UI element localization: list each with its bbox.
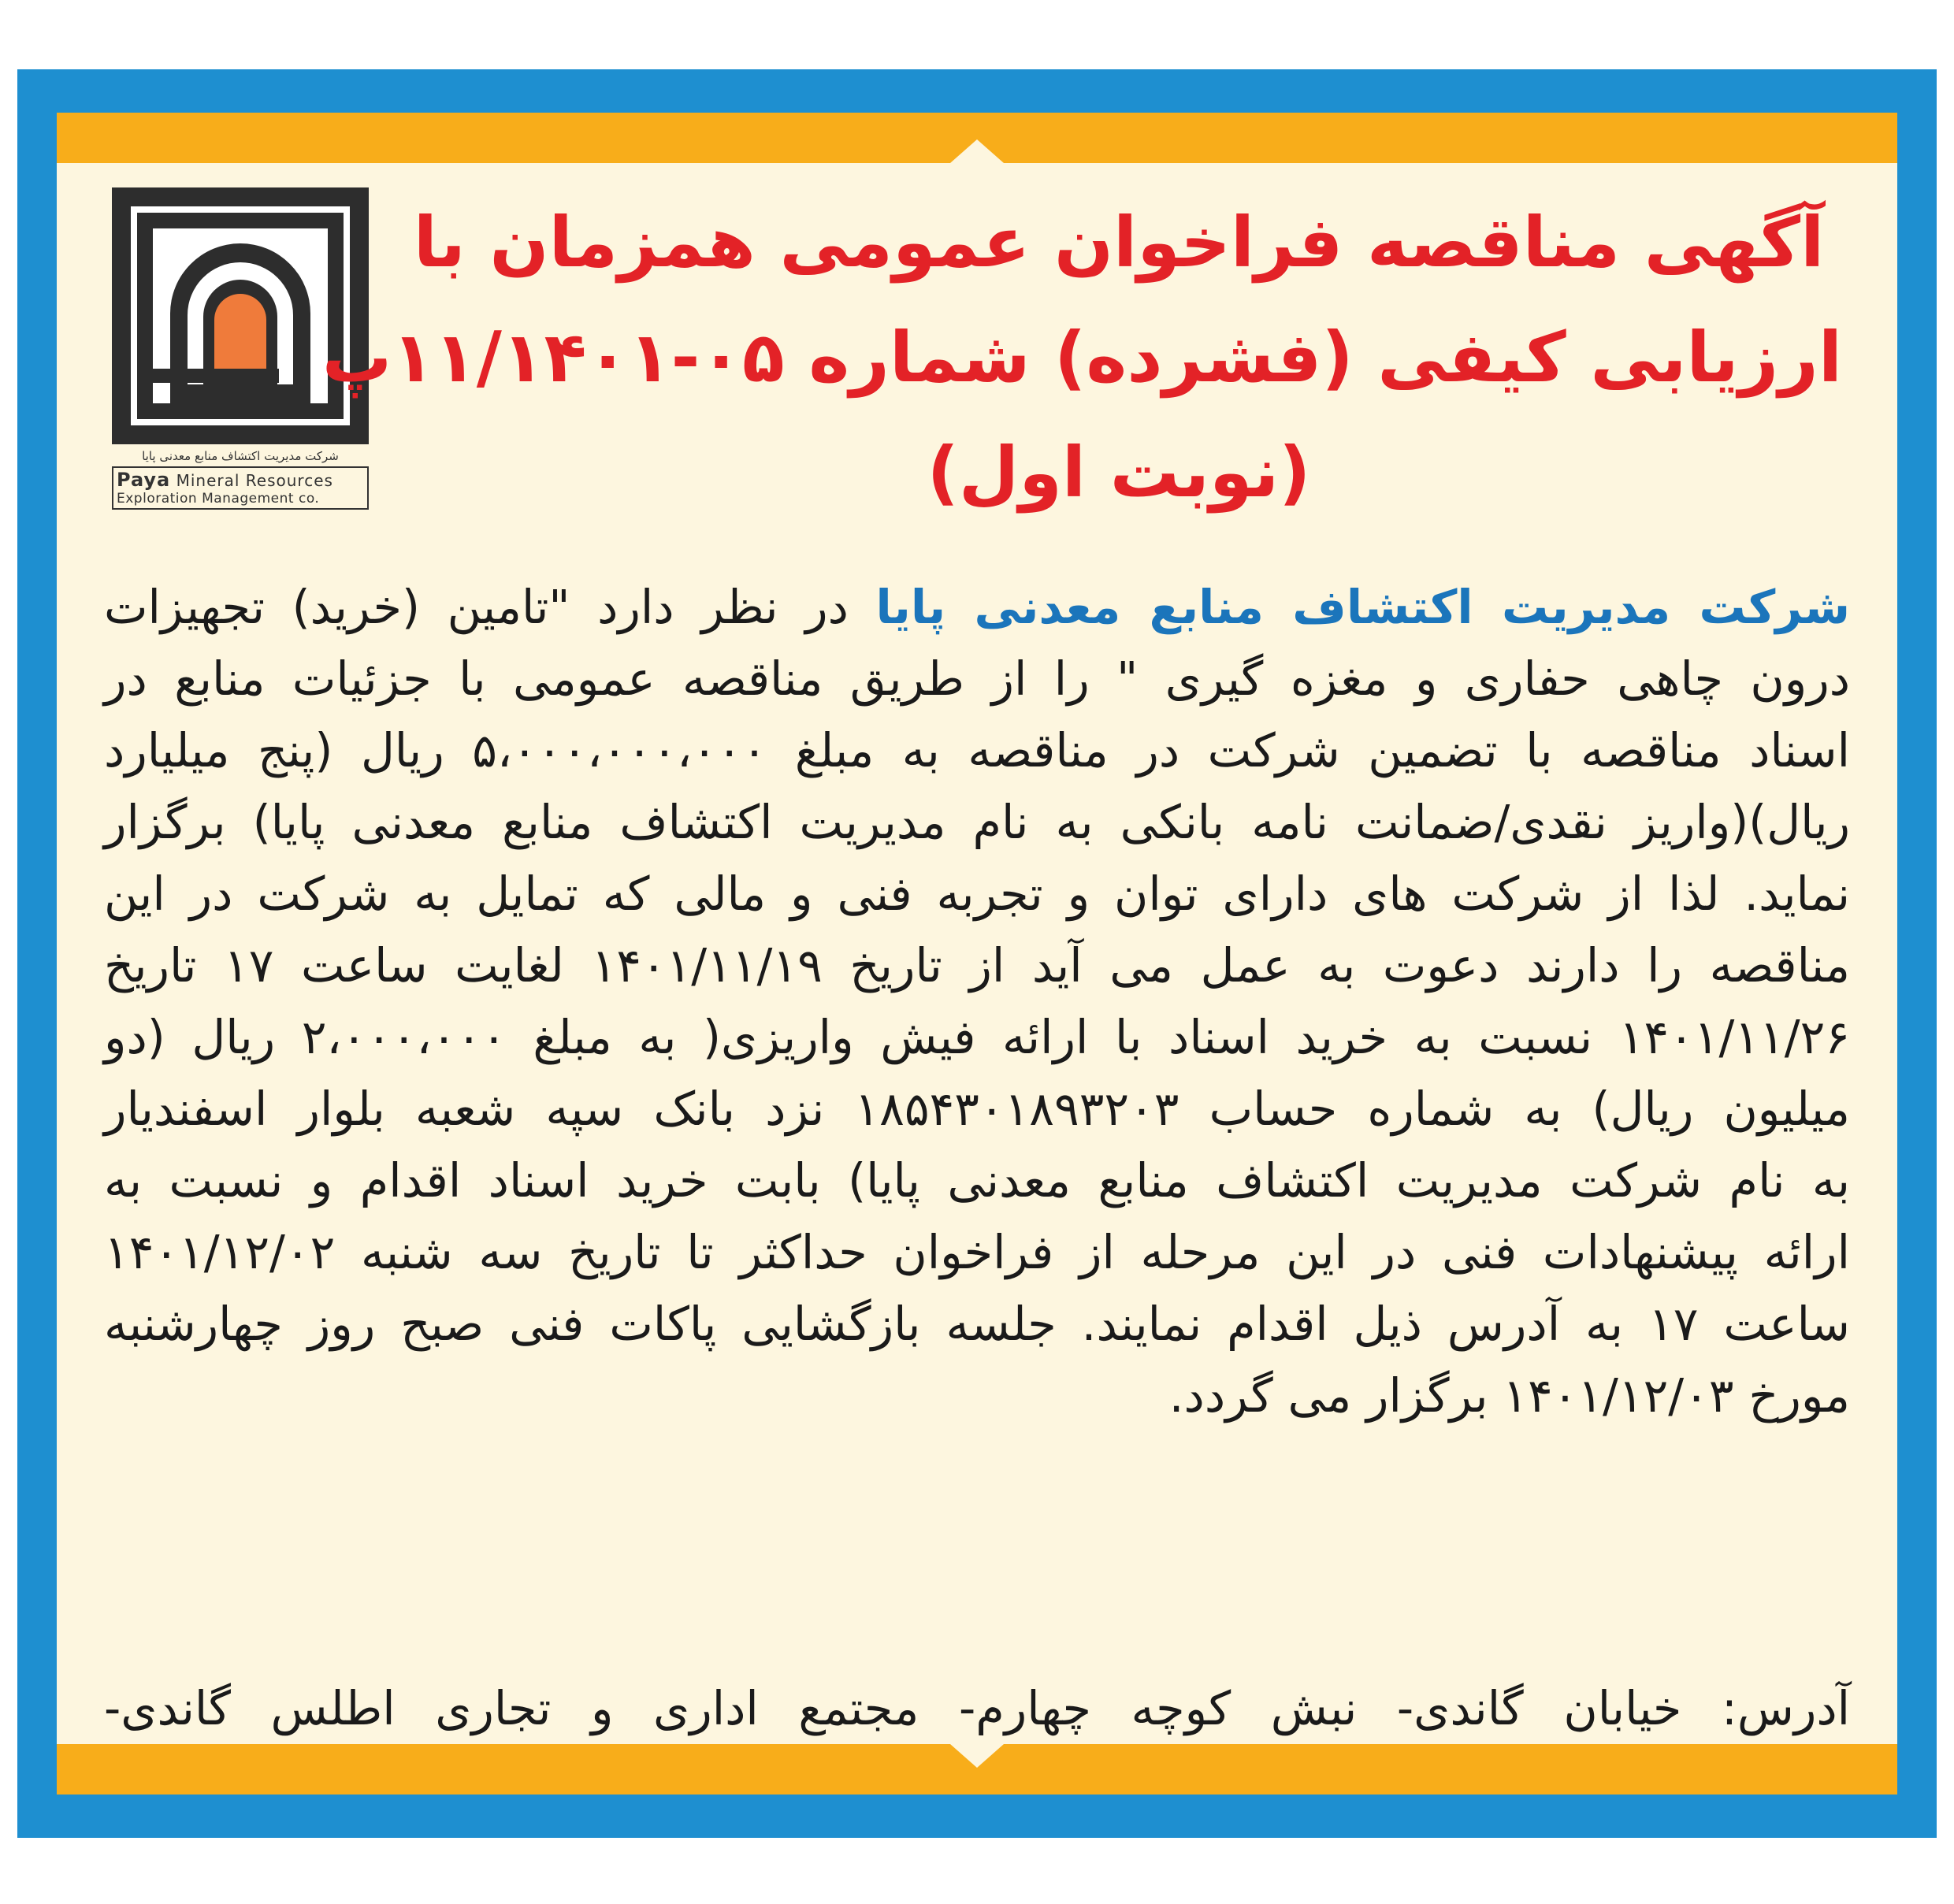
body-line-5: نماید. لذا از شرکت های دارای توان و تجربه فنی و مالی که تمایل به شرکت در این [104,867,1850,921]
top-band [57,113,1897,163]
title-line-1: آگهی مناقصه فراخوان عمومی همزمان با [413,202,1825,283]
body-line-9: به نام شرکت مدیریت اکتشاف منابع معدنی پایا) بابت خرید اسناد اقدام و نسبت به [104,1153,1850,1208]
logo-persian-caption: شرکت مدیریت اکتشاف منابع معدنی پایا [142,449,339,463]
logo-english-line2: Exploration Management co. [117,490,320,507]
notice-title [321,185,1842,530]
title-line-2: ارزیابی کیفی (فشرده) شماره ۰۵-۱۱/۱۴۰۱پ [321,317,1842,398]
body-line-2: درون چاهی حفاری و مغزه گیری " را از طریق مناقصه عمومی با جزئیات منابع در [104,651,1850,706]
notice-body [104,571,1850,1431]
frame-border [17,69,1937,1838]
body-line-3: اسناد مناقصه با تضمین شرکت در مناقصه به مبلغ ۵،۰۰۰،۰۰۰،۰۰۰ ریال (پنج میلیارد [104,723,1850,778]
body-line-8: میلیون ریال) به شماره حساب ۱۸۵۴۳۰۱۸۹۳۲۰۳ نزد بانک سپه شعبه بلوار اسفندیار [104,1082,1850,1136]
title-line-3: (نوبت اول) [927,432,1311,513]
logo-english-line1-rest: Mineral Resources [176,471,333,490]
body-line-1 [104,571,1850,643]
top-notch [950,139,1004,163]
body-line-1-rest: در نظر دارد "تامین (خرید) تجهیزات [104,580,876,634]
body-line-12: مورخ ۱۴۰۱/۱۲/۰۳ برگزار می گردد. [1168,1368,1850,1423]
body-line-10: ارائه پیشنهادات فنی در این مرحله از فراخوان حداکثر تا تاریخ سه شنبه ۱۴۰۱/۱۲/۰۲ [104,1225,1850,1279]
body-line-7: ۱۴۰۱/۱۱/۲۶ نسبت به خرید اسناد با ارائه فیش واریزی( به مبلغ ۲،۰۰۰،۰۰۰ ریال (دو [104,1010,1850,1064]
logo-english-caption [112,466,369,510]
company-name: شرکت مدیریت اکتشاف منابع معدنی پایا [875,580,1850,634]
logo-brand-word: Paya [117,469,171,491]
bottom-band [57,1744,1897,1795]
address-line-1: آدرس: خیابان گاندی- نبش کوچه چهارم- مجتمع اداری و تجاری اطلس گاندی- [104,1681,1850,1735]
bottom-notch [950,1744,1004,1768]
body-line-6: مناقصه را دارند دعوت به عمل می آید از تاریخ ۱۴۰۱/۱۱/۱۹ لغایت ساعت ۱۷ تاریخ [104,938,1850,993]
notice-panel [57,113,1897,1795]
body-line-4: ریال)(واریز نقدی/ضمانت نامه بانکی به نام مدیریت اکتشاف منابع معدنی پایا) برگزار [104,795,1850,849]
body-line-11: ساعت ۱۷ به آدرس ذیل اقدام نمایند. جلسه بازگشایی پاکات فنی صبح روز چهارشنبه [104,1297,1850,1351]
logo-english-line1 [117,470,364,492]
